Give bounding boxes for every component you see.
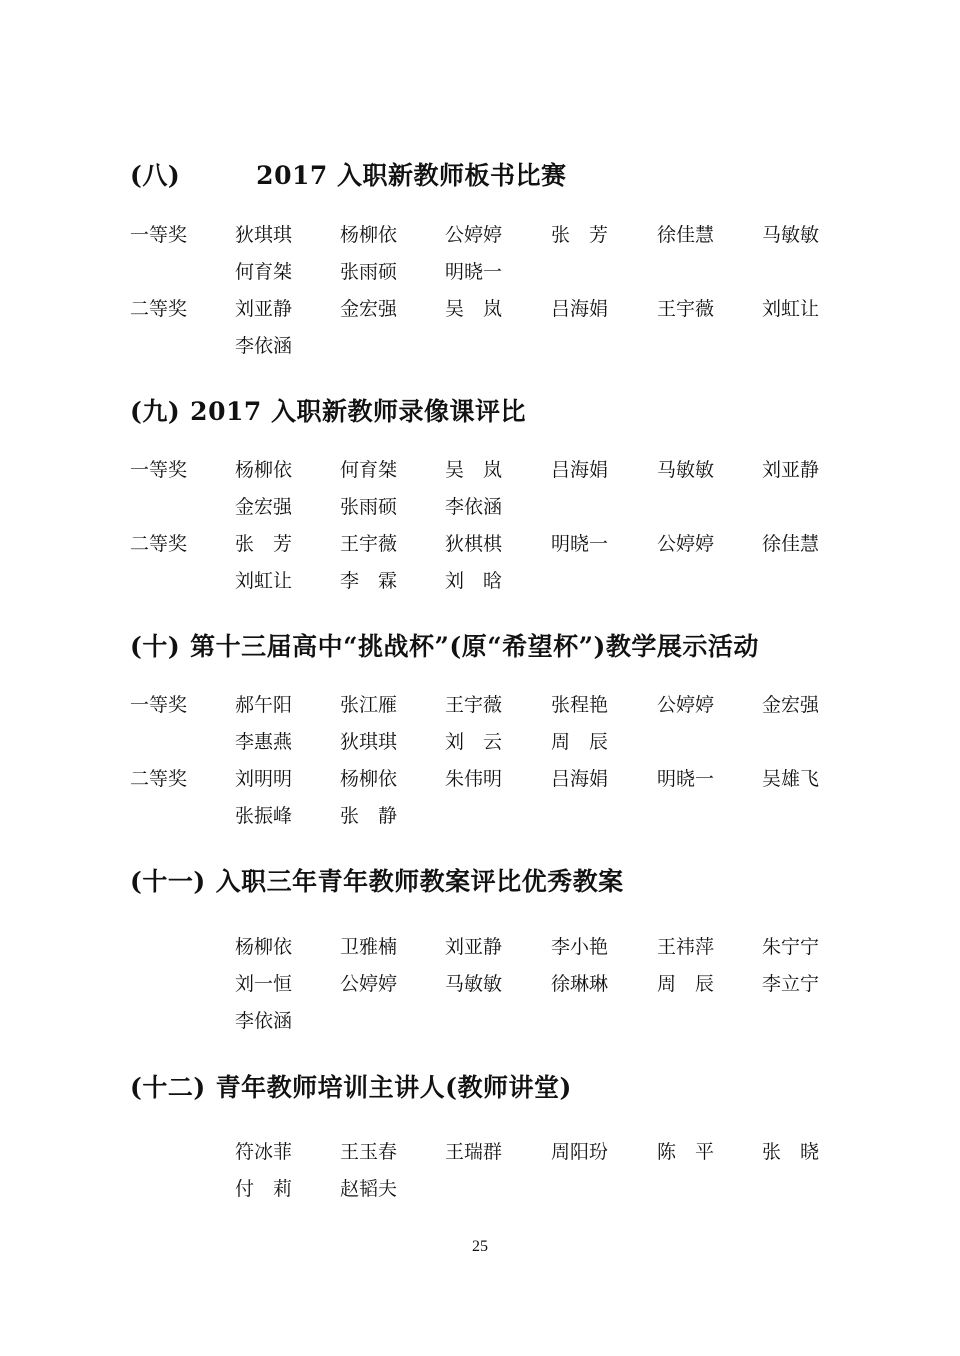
teacher-name: 徐琳琳 <box>551 973 609 995</box>
teacher-name: 徐佳慧 <box>657 224 715 246</box>
page-number: 25 <box>472 1238 488 1255</box>
teacher-name: 吴雄飞 <box>762 768 820 790</box>
teacher-name: 吴 岚 <box>445 459 503 481</box>
teacher-name: 王宇薇 <box>445 694 503 716</box>
teacher-name: 金宏强 <box>235 496 293 518</box>
teacher-name: 王瑞群 <box>445 1141 503 1163</box>
teacher-name: 金宏强 <box>340 298 398 320</box>
teacher-name: 李立宁 <box>762 973 820 995</box>
section-title <box>130 396 526 428</box>
teacher-name: 何育桀 <box>340 459 398 481</box>
teacher-name: 郝午阳 <box>235 694 293 716</box>
teacher-name: 刘虹让 <box>762 298 820 320</box>
teacher-name: 张 芳 <box>551 224 609 246</box>
teacher-name: 张雨硕 <box>340 261 398 283</box>
teacher-name: 刘亚静 <box>235 298 293 320</box>
section-heading-text: 第十三届高中“挑战杯”(原“希望杯”)教学展示活动 <box>190 632 759 661</box>
award-level: 一等奖 <box>130 459 188 481</box>
teacher-name: 马敏敏 <box>657 459 715 481</box>
teacher-name: 吕海娟 <box>551 459 609 481</box>
section-heading-text: 2017 入职新教师板书比赛 <box>256 161 567 190</box>
teacher-name: 狄棋棋 <box>445 533 503 555</box>
teacher-name: 公婷婷 <box>340 973 398 995</box>
teacher-name: 周 辰 <box>551 731 609 753</box>
teacher-name: 张 芳 <box>235 533 293 555</box>
section-number: (十) <box>130 632 181 661</box>
section-title <box>130 1072 572 1104</box>
teacher-name: 刘亚静 <box>445 936 503 958</box>
teacher-name: 张振峰 <box>235 805 293 827</box>
teacher-name: 朱伟明 <box>445 768 503 790</box>
teacher-name: 符冰菲 <box>235 1141 293 1163</box>
teacher-name: 刘虹让 <box>235 570 293 592</box>
teacher-name: 刘亚静 <box>762 459 820 481</box>
award-level: 二等奖 <box>130 298 188 320</box>
teacher-name: 周 辰 <box>657 973 715 995</box>
teacher-name: 何育桀 <box>235 261 293 283</box>
award-level: 一等奖 <box>130 224 188 246</box>
teacher-name: 张程艳 <box>551 694 609 716</box>
section-title <box>130 866 624 898</box>
award-level: 一等奖 <box>130 694 188 716</box>
teacher-name: 吕海娟 <box>551 768 609 790</box>
teacher-name: 马敏敏 <box>762 224 820 246</box>
teacher-name: 金宏强 <box>762 694 820 716</box>
teacher-name: 狄琪琪 <box>340 731 398 753</box>
teacher-name: 陈 平 <box>657 1141 715 1163</box>
teacher-name: 徐佳慧 <box>762 533 820 555</box>
teacher-name: 张 晓 <box>762 1141 820 1163</box>
section-number: (十一) <box>130 867 206 896</box>
teacher-name: 周阳玢 <box>551 1141 609 1163</box>
teacher-name: 李惠燕 <box>235 731 293 753</box>
teacher-name: 王宇薇 <box>657 298 715 320</box>
teacher-name: 明晓一 <box>657 768 715 790</box>
section-number: (八) <box>130 161 181 190</box>
teacher-name: 明晓一 <box>551 533 609 555</box>
teacher-name: 公婷婷 <box>657 694 715 716</box>
section-number: (十二) <box>130 1073 206 1102</box>
teacher-name: 赵韬夫 <box>340 1178 398 1200</box>
teacher-name: 杨柳依 <box>235 936 293 958</box>
teacher-name: 刘一恒 <box>235 973 293 995</box>
teacher-name: 张 静 <box>340 805 398 827</box>
section-heading-text: 2017 入职新教师录像课评比 <box>190 397 526 426</box>
teacher-name: 公婷婷 <box>445 224 503 246</box>
teacher-name: 公婷婷 <box>657 533 715 555</box>
award-level: 二等奖 <box>130 533 188 555</box>
teacher-name: 李依涵 <box>235 335 293 357</box>
teacher-name: 杨柳依 <box>235 459 293 481</box>
section-title <box>130 631 759 663</box>
award-level: 二等奖 <box>130 768 188 790</box>
teacher-name: 吴 岚 <box>445 298 503 320</box>
teacher-name: 明晓一 <box>445 261 503 283</box>
teacher-name: 刘 云 <box>445 731 503 753</box>
teacher-name: 马敏敏 <box>445 973 503 995</box>
teacher-name: 李 霖 <box>340 570 398 592</box>
teacher-name: 刘明明 <box>235 768 293 790</box>
section-heading-text: 青年教师培训主讲人(教师讲堂) <box>215 1073 572 1102</box>
teacher-name: 王祎萍 <box>657 936 715 958</box>
section-number: (九) <box>130 397 181 426</box>
teacher-name: 张雨硕 <box>340 496 398 518</box>
section-heading-text: 入职三年青年教师教案评比优秀教案 <box>215 867 624 896</box>
teacher-name: 张江雁 <box>340 694 398 716</box>
teacher-name: 吕海娟 <box>551 298 609 320</box>
teacher-name: 狄琪琪 <box>235 224 293 246</box>
teacher-name: 付 莉 <box>235 1178 293 1200</box>
teacher-name: 李小艳 <box>551 936 609 958</box>
teacher-name: 王玉春 <box>340 1141 398 1163</box>
teacher-name: 李依涵 <box>445 496 503 518</box>
teacher-name: 王宇薇 <box>340 533 398 555</box>
teacher-name: 杨柳依 <box>340 224 398 246</box>
section-title <box>130 160 566 192</box>
teacher-name: 刘 晗 <box>445 570 503 592</box>
teacher-name: 卫雅楠 <box>340 936 398 958</box>
teacher-name: 杨柳依 <box>340 768 398 790</box>
teacher-name: 李依涵 <box>235 1010 293 1032</box>
teacher-name: 朱宁宁 <box>762 936 820 958</box>
